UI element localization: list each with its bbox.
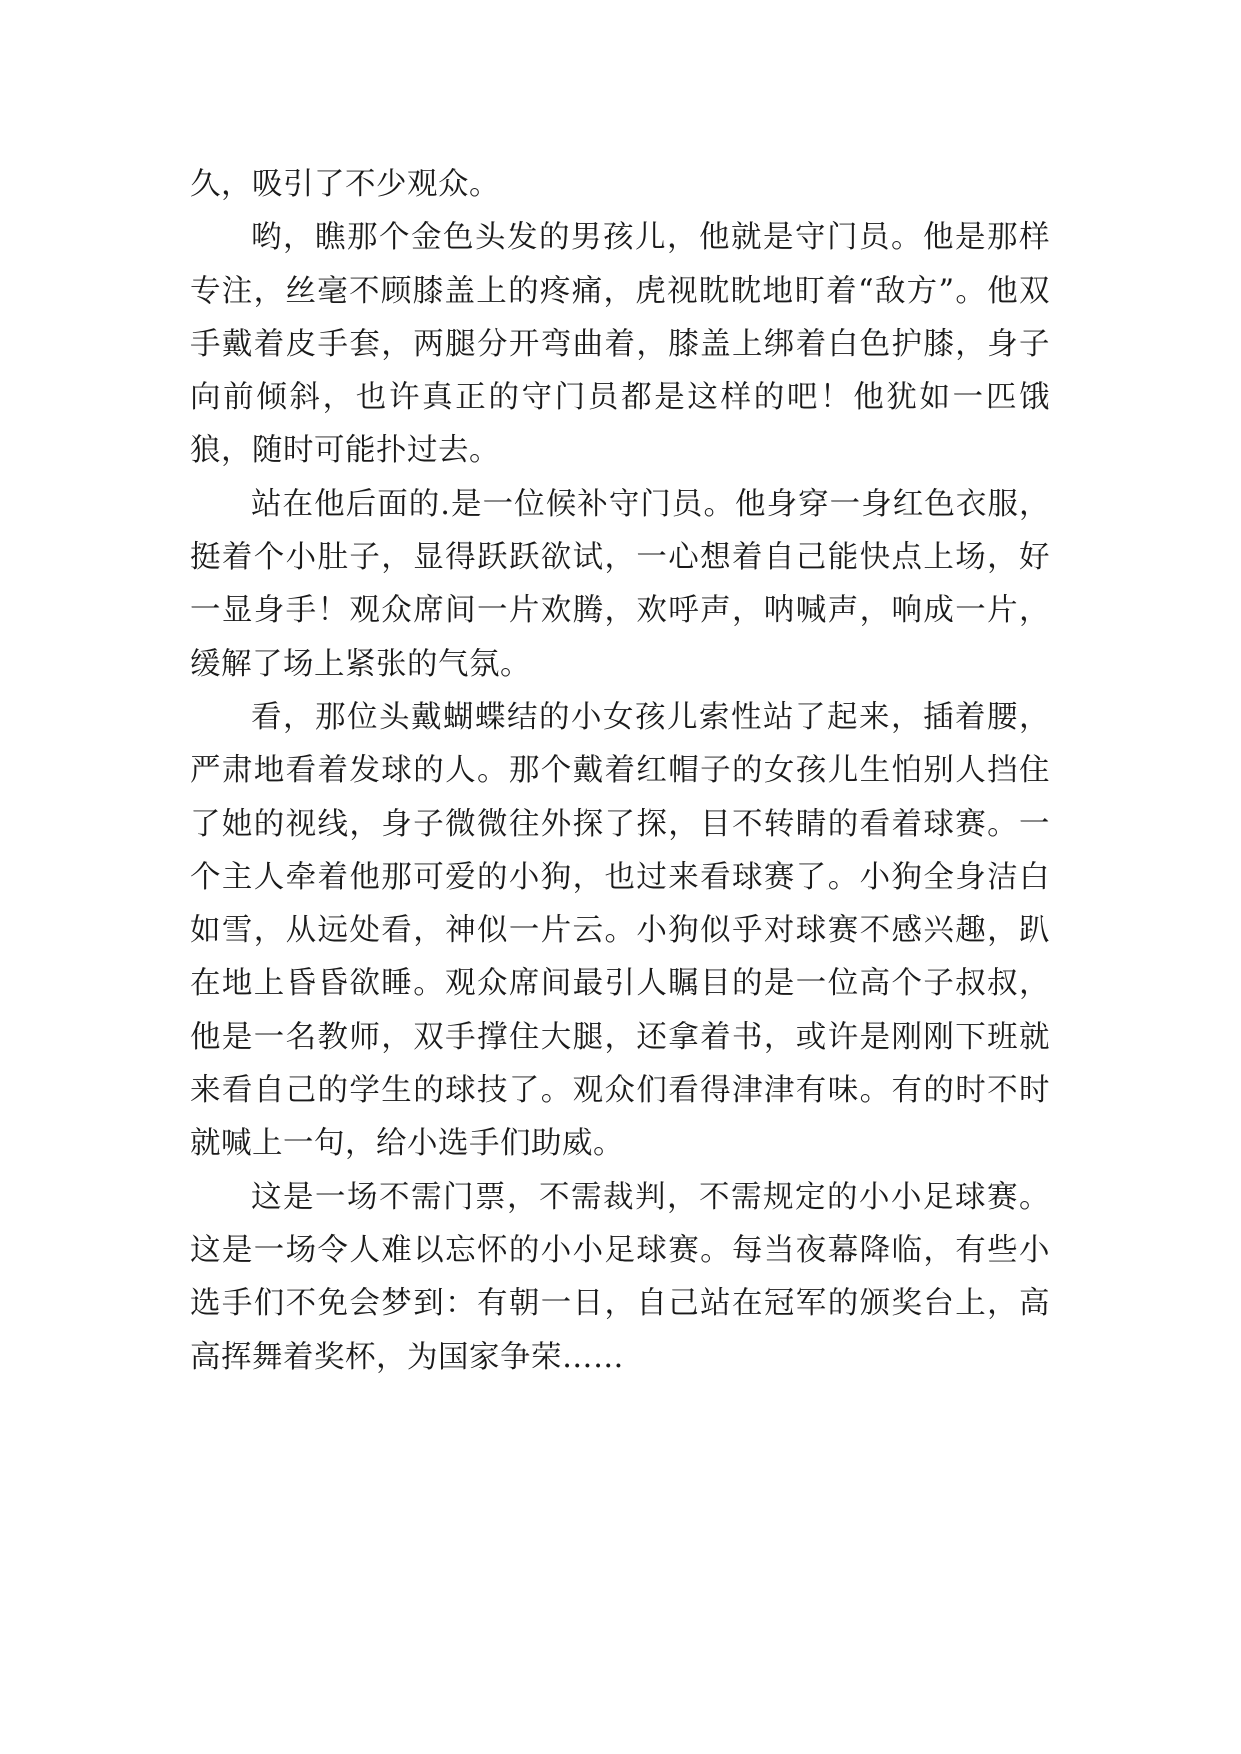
paragraph-2: 哟，瞧那个金色头发的男孩儿，他就是守门员。他是那样专注，丝毫不顾膝盖上的疼痛，虎视眈眈地盯着“敌方”。他双手戴着皮手套，两腿分开弯曲着，膝盖上绑着白色护膝，身子向前倾斜，也许真正的守门员都是这样的吧！他犹如一匹饿狼，随时可能扑过去。 [190,220,1050,469]
paragraph-5: 这是一场不需门票，不需裁判，不需规定的小小足球赛。这是一场令人难以忘怀的小小足球赛。每当夜幕降临，有些小选手们不免会梦到：有朝一日，自己站在冠军的颁奖台上，高高挥舞着奖杯，为国家争荣…… [190,1179,1050,1375]
paragraph-1: 久，吸引了不少观众。 [190,167,500,202]
document-body [190,158,1050,1384]
paragraph-3: 站在他后面的.是一位候补守门员。他身穿一身红色衣服，挺着个小肚子，显得跃跃欲试，一心想着自己能快点上场，好一显身手！观众席间一片欢腾，欢呼声，呐喊声，响成一片，缓解了场上紧张的气氛。 [190,486,1050,682]
paragraph-4: 看，那位头戴蝴蝶结的小女孩儿索性站了起来，插着腰，严肃地看着发球的人。那个戴着红帽子的女孩儿生怕别人挡住了她的视线，身子微微往外探了探，目不转睛的看着球赛。一个主人牵着他那可爱的小狗，也过来看球赛了。小狗全身洁白如雪，从远处看，神似一片云。小狗似乎对球赛不感兴趣，趴在地上昏昏欲睡。观众席间最引人瞩目的是一位高个子叔叔，他是一名教师，双手撑住大腿，还拿着书，或许是刚刚下班就来看自己的学生的球技了。观众们看得津津有味。有的时不时就喊上一句，给小选手们助威。 [190,699,1050,1162]
